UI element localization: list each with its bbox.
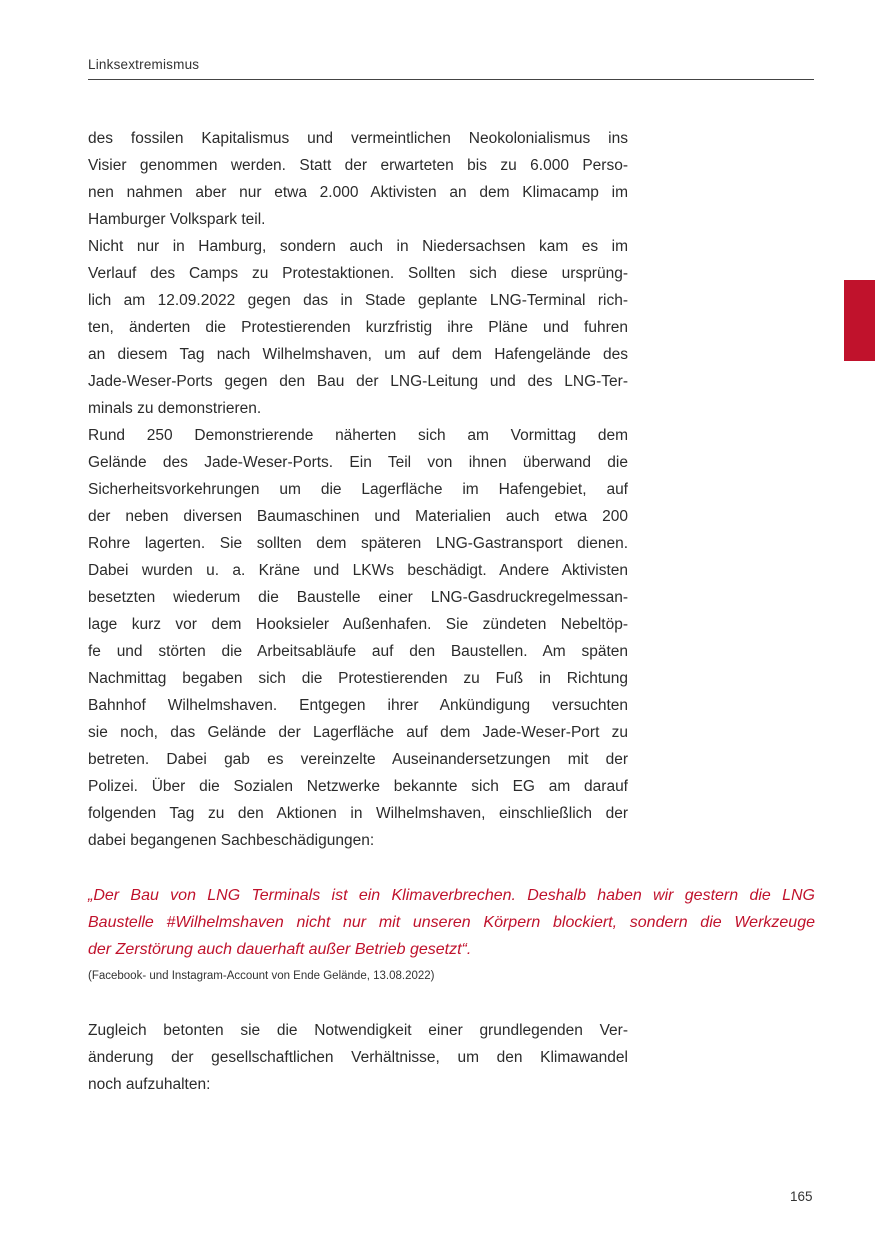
text-line: änderung der gesellschaftlichen Verhältnisse, um den Klimawandel	[88, 1049, 628, 1066]
text-line: Jade-Weser-Ports gegen den Bau der LNG-Leitung und des LNG-Ter-	[88, 373, 628, 390]
text-line: an diesem Tag nach Wilhelmshaven, um auf dem Hafengelände des	[88, 346, 628, 363]
text-line: Verlauf des Camps zu Protestaktionen. Sollten sich diese ursprüng-	[88, 265, 628, 282]
quote-line: „Der Bau von LNG Terminals ist ein Klimaverbrechen. Deshalb haben wir gestern die LNG	[88, 887, 815, 904]
text-line: Rund 250 Demonstrierende näherten sich am Vormittag dem	[88, 427, 628, 444]
text-line: noch aufzuhalten:	[88, 1076, 211, 1093]
text-line: lich am 12.09.2022 gegen das in Stade geplante LNG-Terminal rich-	[88, 292, 628, 309]
text-line: Hamburger Volkspark teil.	[88, 211, 266, 228]
text-line: Gelände des Jade-Weser-Ports. Ein Teil von ihnen überwand die	[88, 454, 628, 471]
text-line: Bahnhof Wilhelmshaven. Entgegen ihrer Ankündigung versuchten	[88, 697, 628, 714]
quote	[88, 882, 815, 963]
text-line: sie noch, das Gelände der Lagerfläche auf dem Jade-Weser-Port zu	[88, 724, 628, 741]
text-line: minals zu demonstrieren.	[88, 400, 262, 417]
text-line: Visier genommen werden. Statt der erwarteten bis zu 6.000 Perso-	[88, 157, 628, 174]
text-line: lage kurz vor dem Hooksieler Außenhafen. Sie zündeten Nebeltöp-	[88, 616, 628, 633]
main-paragraphs	[88, 125, 628, 854]
page-number: 165	[790, 1189, 813, 1204]
text-line: Polizei. Über die Sozialen Netzwerke bekannte sich EG am darauf	[88, 778, 628, 795]
text-line: Nicht nur in Hamburg, sondern auch in Niedersachsen kam es im	[88, 238, 628, 255]
text-line: betreten. Dabei gab es vereinzelte Auseinandersetzungen mit der	[88, 751, 628, 768]
header-rule	[88, 79, 814, 80]
chapter-tab-marker	[844, 280, 875, 361]
quote-citation: (Facebook- und Instagram-Account von Ende Gelände, 13.08.2022)	[88, 970, 435, 982]
text-line: nen nahmen aber nur etwa 2.000 Aktivisten an dem Klimacamp im	[88, 184, 628, 201]
text-line: besetzten wiederum die Baustelle einer LNG-Gasdruckregelmessan-	[88, 589, 628, 606]
quote-line: der Zerstörung auch dauerhaft außer Betrieb gesetzt“.	[88, 941, 472, 958]
text-line: Dabei wurden u. a. Kräne und LKWs beschädigt. Andere Aktivisten	[88, 562, 628, 579]
text-line: des fossilen Kapitalismus und vermeintlichen Neokolonialismus ins	[88, 130, 628, 147]
text-line: Rohre lagerten. Sie sollten dem späteren LNG-Gastransport dienen.	[88, 535, 628, 552]
text-line: folgenden Tag zu den Aktionen in Wilhelmshaven, einschließlich der	[88, 805, 628, 822]
quote-line: Baustelle #Wilhelmshaven nicht nur mit unseren Körpern blockiert, sondern die Werkzeuge	[88, 914, 815, 931]
text-line: Zugleich betonten sie die Notwendigkeit einer grundlegenden Ver-	[88, 1022, 628, 1039]
text-line: Nachmittag begaben sich die Protestierenden zu Fuß in Richtung	[88, 670, 628, 687]
text-line: der neben diversen Baumaschinen und Materialien auch etwa 200	[88, 508, 628, 525]
text-line: fe und störten die Arbeitsabläufe auf den Baustellen. Am späten	[88, 643, 628, 660]
text-line: ten, änderten die Protestierenden kurzfristig ihre Pläne und fuhren	[88, 319, 628, 336]
text-line: dabei begangenen Sachbeschädigungen:	[88, 832, 375, 849]
text-line: Sicherheitsvorkehrungen um die Lagerfläche im Hafengebiet, auf	[88, 481, 628, 498]
closing-paragraph	[88, 1017, 628, 1098]
header-title: Linksextremismus	[88, 57, 200, 72]
